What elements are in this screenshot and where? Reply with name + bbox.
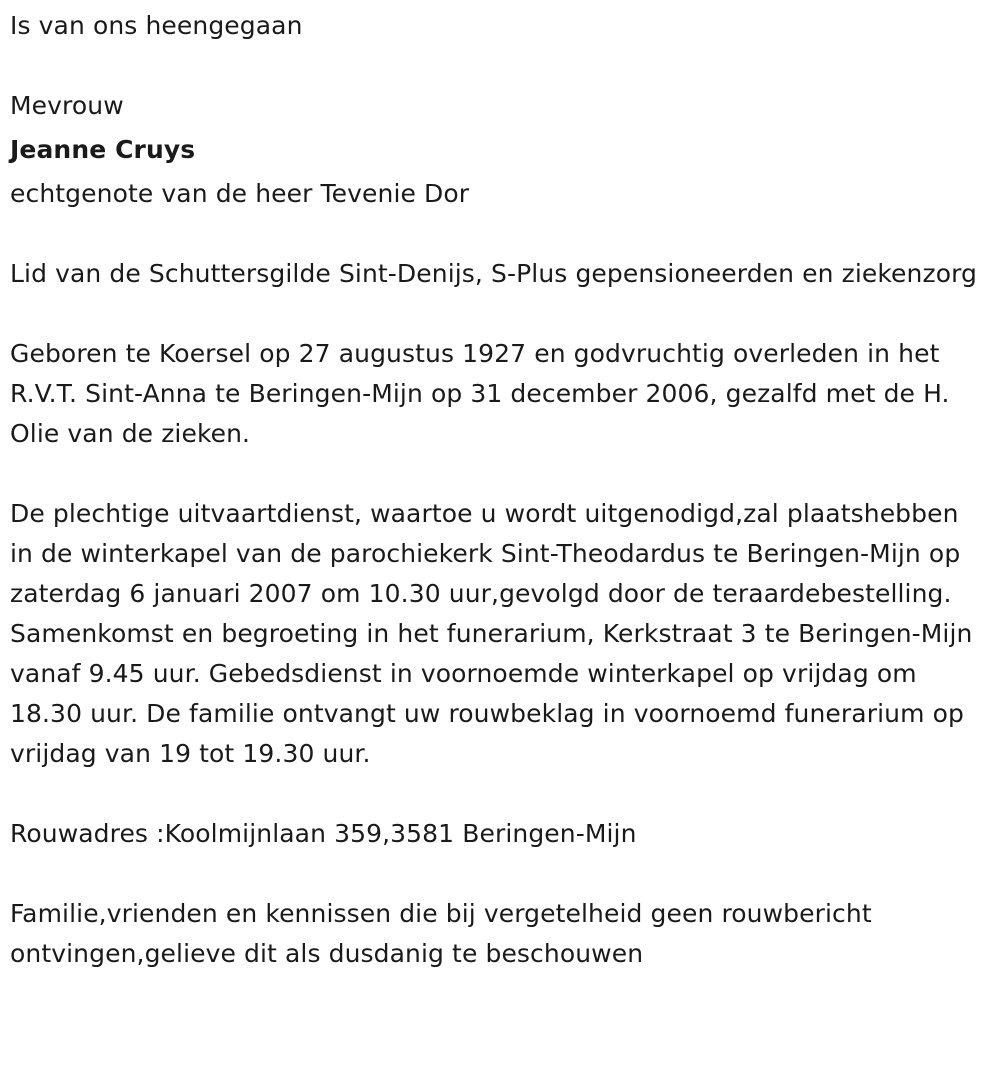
spacer [10,46,985,86]
spacer [10,454,985,494]
spacer [10,854,985,894]
funeral-paragraph: De plechtige uitvaartdienst, waartoe u wordt uitgenodigd,zal plaatshebben in de winterkapel van de parochiekerk Sint-Theodardus te Beringen-Mijn op zaterdag 6 januari 2007 om 10.30 uur,gevolgd door de teraardebestelling. Samenkomst en begroeting in het funerarium, Kerkstraat 3 te Beringen-Mijn vanaf 9.45 uur. Gebedsdienst in voornoemde winterkapel op vrijdag om 18.30 uur. De familie ontvangt uw rouwbeklag in voornoemd funerarium op vrijdag van 19 tot 19.30 uur. [10,499,973,768]
spacer [10,294,985,334]
closing-paragraph: Familie,vrienden en kennissen die bij vergetelheid geen rouwbericht ontvingen,gelieve dit als dusdanig te beschouwen [10,899,872,968]
spacer [10,214,985,254]
membership-paragraph: Lid van de Schuttersgilde Sint-Denijs, S-Plus gepensioneerden en ziekenzorg [10,259,977,288]
spouse-line: echtgenote van de heer Tevenie Dor [10,179,470,208]
birth-death-paragraph: Geboren te Koersel op 27 augustus 1927 en godvruchtig overleden in het R.V.T. Sint-Anna te Beringen-Mijn op 31 december 2006, gezalfd met de H. Olie van de zieken. [10,339,950,448]
death-notice [10,6,985,974]
deceased-name: Jeanne Cruys [10,135,196,164]
spacer [10,774,985,814]
intro-text: Is van ons heengegaan [10,11,303,40]
salutation: Mevrouw [10,91,124,120]
mourning-address: Rouwadres :Koolmijnlaan 359,3581 Beringen-Mijn [10,819,637,848]
